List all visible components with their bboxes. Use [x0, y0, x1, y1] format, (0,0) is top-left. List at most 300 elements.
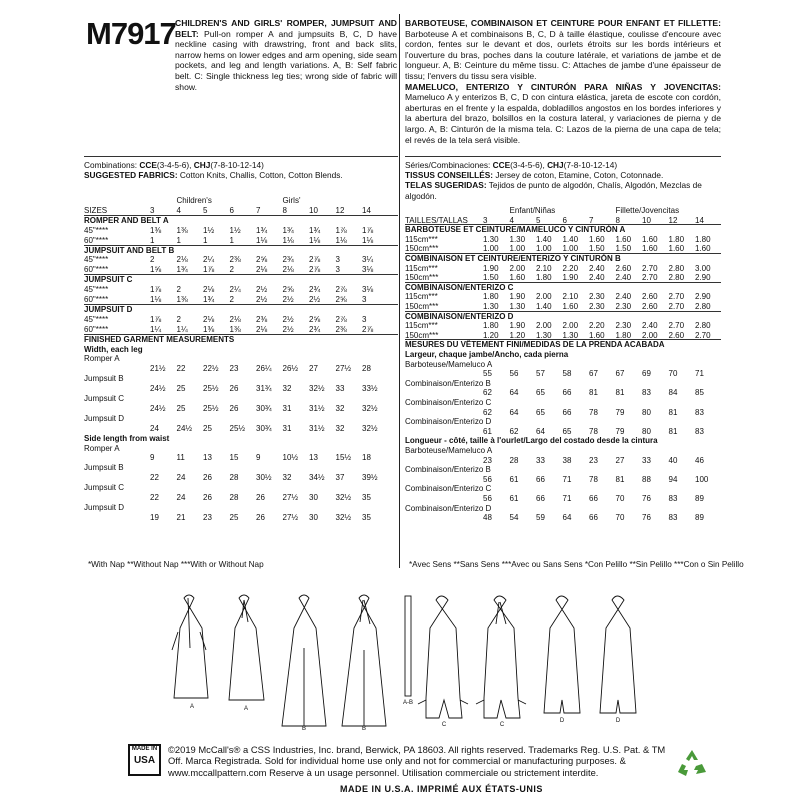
table-cell: 2.20: [562, 263, 579, 273]
row-label: 150cm***: [405, 330, 439, 340]
table-cell: 89: [695, 513, 704, 523]
usa-made-label: MADE IN: [131, 746, 158, 752]
length-header: [405, 436, 721, 446]
view-label: A-B: [402, 700, 414, 706]
table-cell: 3⅛: [362, 285, 374, 295]
table-cell: 2⅛: [256, 324, 268, 334]
table-cell: 57: [536, 369, 545, 379]
description-french-spanish: [405, 18, 721, 145]
table-cell: 24½: [150, 403, 166, 413]
description-body: Pull-on romper A and jumpsuits B, C, D have neckline casing with drawstring, front and back slits, narrow hems on lower edges and arm opening, side seam pockets, and leg and length variations. A, B: Self fabric belt. C: Single thickness leg ties; wrong side of fabric will show.: [175, 28, 398, 92]
table-cell: 1.30: [483, 302, 499, 311]
table-cell: 31¾: [256, 384, 272, 394]
table-cell: 23: [203, 512, 212, 522]
table-cell: 2½: [256, 285, 268, 295]
table-cell: 81: [668, 426, 678, 436]
table-cell: 6: [229, 205, 234, 215]
table-cell: 1¾: [309, 225, 321, 235]
width-header: [84, 345, 398, 355]
table-cell: 27: [615, 455, 625, 465]
table-cell: 66: [589, 494, 598, 503]
row-label: Barboteuse/Mameluco A: [405, 446, 493, 455]
section-header: [84, 275, 398, 285]
table-cell: 2.70: [668, 321, 685, 331]
row-label: 60"****: [84, 265, 109, 275]
table-cell: 1: [176, 235, 181, 245]
table-cell: 27½: [282, 493, 299, 502]
table-cell: 2⅛: [282, 265, 294, 275]
table-cell: 59: [536, 513, 545, 523]
table-cell: 2.70: [668, 292, 685, 302]
row-label: Jumpsuit B: [84, 463, 124, 473]
row-label: 45"****: [84, 225, 109, 235]
table-cell: 61: [483, 426, 492, 436]
table-cell: 24: [176, 473, 186, 483]
table-cell: 84: [668, 388, 678, 398]
measurement-label: [84, 503, 398, 513]
view-label: C: [499, 722, 505, 728]
table-cell: 2⅛: [203, 285, 215, 295]
table-cell: 2¾: [282, 255, 294, 265]
table-cell: 39½: [362, 473, 378, 483]
table-cell: 22: [150, 473, 159, 483]
table-cell: 1⅜: [203, 324, 215, 334]
table-cell: 25½: [203, 403, 219, 413]
table-cell: 2.30: [589, 292, 605, 302]
table-cell: 70: [668, 369, 678, 379]
group-label: Children's: [176, 196, 212, 205]
table-cell: 1.80: [668, 234, 685, 244]
table-cell: 2.30: [589, 302, 605, 311]
table-cell: 2.80: [695, 302, 711, 311]
table-cell: 1.20: [483, 330, 499, 340]
description-title-es: MAMELUCO, ENTERIZO Y CINTURÓN PARA NIÑAS Y JOVENCITAS:: [405, 81, 721, 92]
table-cell: 83: [695, 407, 704, 417]
table-cell: 2⅜: [256, 314, 268, 324]
description-body-es: Mameluco A y enterizos B, C, D con cintura elástica, jareta de escote con cordón, aberturas en el frente y la espalda, dobladillos angostos en los bordes inferiores y la abertura del brazo, bolsillos en la costura lateral, y variaciones de pierna y de largo. A, B: Cinturón de la misma tela. C: Lazos de la pierna de una capa de tela; el revés de la tela será visible.: [405, 92, 721, 145]
table-cell: 2⅛: [229, 314, 241, 324]
table-cell: 83: [668, 494, 678, 503]
table-cell: 2: [229, 295, 234, 304]
row-label: Combinaison/Enterizo C: [405, 484, 492, 494]
table-cell: 34½: [309, 473, 325, 483]
table-cell: 1½: [229, 225, 241, 235]
table-cell: 26: [256, 493, 265, 502]
table-cell: 2⅛: [176, 255, 188, 265]
table-cell: 83: [642, 388, 651, 398]
table-cell: 2.10: [562, 292, 579, 302]
measurement-label: [84, 414, 398, 424]
table-cell: 89: [695, 494, 704, 503]
section-header: [405, 283, 721, 293]
table-cell: 2⅜: [229, 255, 241, 265]
table-row: [84, 493, 398, 503]
view-label: D: [615, 718, 621, 724]
table-cell: 1.30: [509, 302, 526, 311]
table-cell: 2¾: [309, 324, 321, 334]
table-cell: 2.70: [668, 302, 685, 311]
table-cell: 22½: [203, 364, 219, 374]
table-cell: 30¾: [256, 403, 272, 413]
table-cell: 1⅞: [150, 285, 162, 295]
fabrics-english: [84, 160, 398, 180]
table-cell: 64: [562, 513, 572, 523]
table-cell: 1.60: [642, 234, 658, 244]
measurement-label: [84, 444, 398, 454]
table-cell: 7: [256, 205, 261, 215]
table-cell: 2: [176, 314, 181, 324]
table-cell: 80: [642, 407, 651, 417]
table-cell: 64: [509, 388, 519, 398]
table-cell: 15½: [335, 453, 352, 463]
table-cell: 1⅜: [176, 225, 188, 235]
table-cell: 1⅝: [150, 265, 162, 275]
row-label: 150cm***: [405, 302, 439, 311]
section-header: [405, 225, 721, 235]
table-cell: 31½: [309, 403, 325, 413]
section-header: [84, 246, 398, 256]
table-cell: 2.80: [695, 321, 711, 331]
table-cell: 69: [642, 369, 651, 379]
measurement-label: [405, 446, 721, 456]
table-cell: 3.00: [695, 263, 711, 273]
table-cell: 22: [150, 493, 159, 502]
measurement-label: [405, 379, 721, 389]
table-cell: 10: [642, 215, 651, 225]
table-cell: 2.70: [695, 330, 711, 340]
measurement-label: [84, 354, 398, 364]
view-c-back: [476, 596, 526, 718]
table-cell: 10½: [282, 453, 299, 463]
row-label: Jumpsuit D: [84, 413, 125, 423]
table-cell: 1.30: [536, 330, 552, 340]
table-cell: 6: [562, 215, 567, 225]
table-cell: 2⅝: [256, 255, 268, 265]
view-b-front: [282, 595, 326, 726]
rule: [405, 156, 721, 157]
row-label: Combinaison/Enterizo B: [405, 465, 491, 475]
table-cell: 76: [642, 494, 651, 503]
table-cell: 24: [176, 493, 186, 502]
table-cell: 54: [509, 513, 519, 523]
table-cell: 2⅜: [335, 324, 347, 334]
table-cell: 7: [589, 215, 594, 225]
table-cell: 1.60: [509, 273, 526, 283]
table-cell: 32½: [362, 403, 378, 413]
table-cell: 65: [536, 388, 545, 398]
table-cell: 56: [509, 369, 519, 379]
table-cell: 1.80: [695, 234, 711, 244]
row-label: 115cm***: [405, 234, 438, 244]
row-label: 60"****: [84, 324, 109, 334]
table-cell: 62: [509, 426, 519, 436]
table-cell: 2.30: [615, 302, 632, 311]
table-row: [405, 427, 721, 437]
table-cell: 2.80: [668, 263, 685, 273]
table-row: [405, 408, 721, 418]
table-cell: 76: [642, 513, 651, 523]
table-cell: 26¼: [256, 364, 272, 374]
table-cell: 1¼: [150, 324, 162, 334]
row-label: SIZES: [84, 205, 108, 215]
finished-measurements-header: [84, 335, 398, 345]
measurement-label: [405, 398, 721, 408]
measurement-label: [84, 483, 398, 493]
table-row: [84, 315, 398, 325]
table-cell: 1⅜: [150, 225, 162, 235]
table-cell: 1.40: [536, 234, 552, 244]
table-cell: 79: [615, 407, 625, 417]
table-cell: 24½: [150, 384, 166, 394]
table-cell: 1.50: [589, 244, 605, 254]
copyright-notice: ©2019 McCall's® a CSS Industries, Inc. brand, Berwick, PA 18603. All rights reserved. Trademarks Reg. U.S. Pat. & TM Off. Marca Registrada. Sold for individual home use only and not for commercial or manufacturing purposes. & www.mccallpattern.com Reserve à un usage personnel. Utilisation commerciale ou strictement interdite.: [168, 744, 666, 778]
row-label: 45"****: [84, 285, 109, 295]
table-cell: 1.40: [536, 302, 552, 311]
table-cell: 70: [615, 494, 625, 503]
table-cell: 1.80: [536, 273, 552, 283]
section-header: [84, 216, 398, 226]
table-cell: 28: [509, 455, 519, 465]
table-row: [405, 456, 721, 466]
table-cell: 32: [335, 423, 345, 433]
view-illustrations: [164, 588, 644, 730]
table-row: [84, 226, 398, 236]
view-label: A: [243, 706, 249, 712]
measurement-label: [405, 465, 721, 475]
row-label: Jumpsuit C: [84, 483, 125, 493]
table-row: [84, 255, 398, 265]
row-label: 150cm***: [405, 273, 439, 283]
table-row: [405, 494, 721, 504]
table-cell: 1¼: [176, 324, 188, 334]
view-d-front: [544, 596, 580, 713]
table-cell: 32: [282, 473, 292, 483]
table-row: [405, 235, 721, 245]
table-cell: 4: [509, 215, 514, 225]
table-cell: 78: [589, 474, 598, 484]
table-cell: 1¾: [203, 295, 215, 304]
table-cell: 48: [483, 513, 492, 523]
row-label: JUMPSUIT C: [84, 275, 133, 285]
table-cell: 35: [362, 493, 371, 502]
table-cell: 79: [615, 426, 625, 436]
table-cell: 1: [229, 235, 234, 245]
table-cell: 3⅛: [362, 265, 374, 275]
row-label: COMBINAISON/ENTERIZO C: [405, 282, 514, 292]
view-label: B: [361, 726, 367, 730]
table-cell: 65: [536, 407, 545, 417]
row-label: Romper A: [84, 443, 120, 453]
table-cell: 1.90: [483, 263, 499, 273]
table-cell: 1.00: [536, 244, 552, 254]
section-header: [405, 312, 721, 322]
table-cell: 2.00: [642, 330, 658, 340]
table-cell: 56: [483, 474, 492, 484]
table-cell: 1.40: [562, 234, 579, 244]
table-cell: 1.80: [615, 330, 632, 340]
table-cell: 37: [335, 473, 345, 483]
table-cell: 25: [203, 423, 212, 433]
row-label: Combinaison/Enterizo D: [405, 503, 492, 513]
row-label: COMBINAISON/ENTERIZO D: [405, 311, 514, 321]
row-label: TAILLES/TALLAS: [405, 215, 468, 225]
table-cell: 1.20: [509, 330, 526, 340]
section-header: [84, 305, 398, 315]
table-cell: 2.10: [536, 263, 552, 273]
table-cell: 1.60: [695, 244, 711, 254]
table-cell: 9: [150, 453, 155, 463]
table-cell: 1.60: [562, 302, 579, 311]
table-cell: 71: [562, 494, 572, 503]
table-cell: 67: [589, 369, 598, 379]
table-cell: 2.40: [589, 273, 605, 283]
view-label: A: [189, 704, 195, 710]
table-row: [405, 369, 721, 379]
table-cell: 1: [203, 235, 208, 245]
length-header: [84, 434, 398, 444]
made-in-usa-badge: [128, 744, 161, 776]
table-cell: 83: [668, 513, 678, 523]
table-cell: 2.00: [536, 321, 552, 331]
table-cell: 1.30: [483, 234, 499, 244]
table-cell: 26: [203, 473, 212, 483]
table-cell: 1⅞: [335, 225, 347, 235]
table-row: [405, 321, 721, 331]
table-cell: 13: [203, 453, 212, 463]
table-cell: 2¼: [203, 255, 215, 265]
row-label: Jumpsuit B: [84, 374, 124, 384]
table-cell: 67: [615, 369, 625, 379]
table-cell: 32½: [335, 493, 352, 502]
table-cell: 1.60: [642, 244, 658, 254]
table-cell: 25: [176, 384, 186, 394]
pattern-number: M7917: [86, 16, 176, 51]
table-row: [84, 473, 398, 483]
measurement-label: [405, 484, 721, 494]
table-cell: 1⅛: [282, 235, 294, 245]
table-cell: 70: [615, 513, 625, 523]
table-cell: 66: [536, 474, 545, 484]
table-cell: 2½: [282, 324, 294, 334]
table-cell: 14: [695, 215, 704, 225]
table-cell: 2¼: [229, 285, 241, 295]
table-cell: 40: [668, 455, 678, 465]
table-row: [84, 384, 398, 394]
table-cell: 1⅛: [256, 235, 268, 245]
table-cell: 5: [203, 205, 208, 215]
row-label: Combinaison/Enterizo C: [405, 398, 492, 407]
table-cell: 2.80: [668, 273, 685, 283]
table-cell: 28: [229, 473, 239, 483]
table-cell: 80: [642, 426, 651, 436]
nap-note-english: *With Nap **Without Nap ***With or Without Nap: [88, 560, 264, 569]
table-cell: 31: [282, 423, 292, 433]
view-label: B: [301, 726, 307, 730]
table-cell: 1.80: [483, 292, 499, 302]
table-row: [84, 404, 398, 414]
table-cell: 62: [483, 388, 492, 398]
row-label: ROMPER AND BELT A: [84, 215, 169, 225]
row-label: Romper A: [84, 354, 120, 364]
table-cell: 1.30: [509, 234, 526, 244]
table-cell: 1⅞: [150, 314, 162, 324]
table-row: [84, 513, 398, 523]
table-row: [84, 424, 398, 434]
table-cell: 26: [229, 384, 239, 394]
table-cell: 3¼: [362, 255, 374, 265]
table-cell: 1⅛: [150, 295, 162, 304]
table-cell: 2: [176, 285, 181, 295]
table-cell: 27: [309, 364, 318, 374]
table-cell: 2.30: [615, 321, 632, 331]
measurement-label: [405, 360, 721, 370]
table-cell: 2.40: [615, 292, 632, 302]
table-cell: 1⅜: [229, 324, 241, 334]
table-cell: 27½: [335, 364, 352, 374]
table-cell: 35: [362, 512, 371, 522]
tissus-conseilles: TISSUS CONSEILLÉS: Jersey de coton, Etamine, Coton, Cotonnade.: [405, 170, 664, 181]
row-label: 45"****: [84, 314, 109, 324]
table-cell: 25½: [203, 384, 219, 394]
table-cell: 1.50: [483, 273, 499, 283]
table-cell: 32½: [362, 423, 378, 433]
table-cell: 2⅞: [335, 285, 347, 295]
made-in-usa-text: MADE IN U.S.A. IMPRIMÉ AUX ÉTATS-UNIS: [340, 784, 543, 794]
table-cell: 26: [256, 512, 265, 522]
table-cell: 11: [176, 453, 185, 463]
table-cell: 81: [615, 474, 625, 484]
table-cell: 3: [335, 255, 340, 265]
measurement-label: [84, 394, 398, 404]
row-label: COMBINAISON ET CEINTURE/ENTERIZO Y CINTURÓN B: [405, 254, 621, 263]
table-cell: 1.90: [509, 292, 526, 302]
suggested-fabrics: SUGGESTED FABRICS: Cotton Knits, Challis, Cotton, Cotton Blends.: [84, 170, 343, 181]
measurement-label: [84, 463, 398, 473]
size-group-header: [405, 206, 721, 216]
view-a-back: [229, 595, 264, 700]
table-cell: 66: [536, 494, 545, 503]
description-title: CHILDREN'S AND GIRLS' ROMPER, JUMPSUIT AND BELT:: [175, 18, 397, 39]
table-cell: 2.40: [589, 263, 605, 273]
table-cell: 1.00: [562, 244, 579, 254]
row-label: FINISHED GARMENT MEASUREMENTS: [84, 334, 235, 344]
group-label: Girls': [282, 196, 301, 205]
row-label: MESURES DU VÊTEMENT FINI/MEDIDAS DE LA PRENDA ACABADA: [405, 340, 665, 350]
table-cell: 2.40: [615, 273, 632, 283]
table-cell: 2⅞: [362, 324, 374, 334]
table-cell: 1.00: [483, 244, 499, 254]
table-cell: 30: [309, 493, 318, 502]
table-cell: 83: [695, 426, 704, 436]
table-cell: 2.60: [668, 330, 685, 340]
table-cell: 2⅛: [256, 265, 268, 275]
table-cell: 33: [536, 455, 545, 465]
table-cell: 31½: [309, 423, 325, 433]
table-cell: 23: [589, 455, 598, 465]
table-cell: 1⅛: [309, 235, 321, 245]
table-cell: 1.60: [589, 330, 605, 340]
row-label: 115cm***: [405, 292, 438, 302]
table-cell: 2.70: [642, 263, 658, 273]
table-cell: 2⅛: [203, 314, 215, 324]
measurement-label: [405, 504, 721, 514]
table-cell: 2⅞: [335, 314, 347, 324]
table-cell: 2.00: [562, 321, 579, 331]
table-cell: 1⅛: [362, 235, 374, 245]
table-cell: 8: [282, 205, 287, 215]
row-label: JUMPSUIT AND BELT B: [84, 245, 175, 255]
table-cell: 1.50: [615, 244, 632, 254]
